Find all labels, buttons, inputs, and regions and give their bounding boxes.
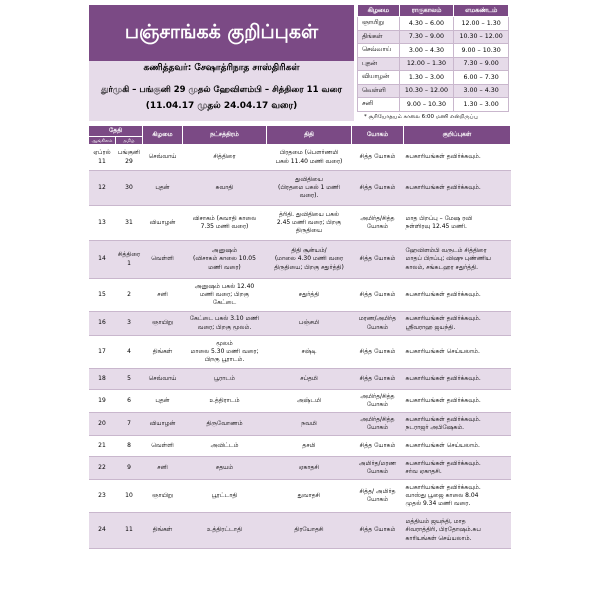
star-cell: அனுஷம் (விசாகம் காலை 10.05 மணி வரை) — [183, 241, 267, 279]
period-line: துர்முகி – பங்குனி 29 முதல் ஹேவிளம்பி – சித்திரை 11 வரை — [100, 85, 343, 95]
rahu-day: திங்கள் — [358, 30, 400, 44]
table-row — [89, 312, 511, 336]
yogam-cell: அமிர்த/மரண யோகம் — [352, 457, 404, 480]
date-tamil: 8 — [116, 436, 143, 457]
table-row — [89, 206, 511, 241]
date-tamil: 11 — [116, 513, 143, 549]
yogam-cell: சித்த யோகம் — [352, 369, 404, 390]
rahu-row — [358, 44, 509, 58]
star-cell: திருவோணம் — [183, 413, 267, 436]
star-cell: சதயம் — [183, 457, 267, 480]
yogam-cell: சித்த யோகம் — [352, 171, 404, 206]
day-cell: செவ்வாய் — [143, 145, 183, 171]
notes-cell: சுபகாரியங்கள் செய்யலாம். — [404, 336, 511, 369]
table-row — [89, 145, 511, 171]
rahu-row — [358, 84, 509, 98]
day-cell: ஞாயிறு — [143, 480, 183, 513]
star-cell: கேட்டை பகல் 3.10 மணி வரை; பிறகு மூலம். — [183, 312, 267, 336]
star-cell: சுவாதி — [183, 171, 267, 206]
thithi-cell: தசமி — [267, 436, 352, 457]
notes-cell: சுபகாரியங்கள் தவிர்க்கவும். சர்வ ஏகாதசி. — [404, 457, 511, 480]
thithi-cell: சதுர்த்தி — [267, 279, 352, 312]
ema-time: 6.00 – 7.30 — [454, 71, 509, 85]
notes-cell: சுபகாரியங்கள் தவிர்க்கவும். — [404, 279, 511, 312]
rahu-day: செவ்வாய் — [358, 44, 400, 58]
thithi-cell: அஷ்டமி — [267, 390, 352, 413]
day-cell: புதன் — [143, 390, 183, 413]
date-tamil: 10 — [116, 480, 143, 513]
yogam-cell: அமிர்த/சித்த யோகம் — [352, 206, 404, 241]
header-yogam: யோகம் — [352, 126, 404, 145]
notes-cell: சுபகாரியங்கள் தவிர்க்கவும். வாஸ்து பூஜை காலை 8.04 முதல் 9.34 மணி வரை. — [404, 480, 511, 513]
rahu-time: 12.00 – 1.30 — [399, 57, 454, 71]
yogam-cell: அமிர்த/சித்த யோகம் — [352, 390, 404, 413]
yogam-cell: அமிர்த/சித்த யோகம் — [352, 413, 404, 436]
rahu-time: 9.00 – 10.30 — [399, 98, 454, 112]
notes-cell: சுபகாரியங்கள் செய்யலாம். — [404, 436, 511, 457]
rahu-time: 3.00 – 4.30 — [399, 44, 454, 58]
date-english: 24 — [89, 513, 116, 549]
rahu-header-rahu: ராகுகாலம் — [399, 5, 454, 17]
rahu-day: வெள்ளி — [358, 84, 400, 98]
table-row — [89, 336, 511, 369]
page-title: பஞ்சாங்கக் குறிப்புகள் — [89, 5, 354, 61]
notes-cell: சுபகாரியங்கள் தவிர்க்கவும். ஸ்ரீவராஹ ஜயந்தி. — [404, 312, 511, 336]
yogam-cell: மரண/அமிர்த யோகம் — [352, 312, 404, 336]
star-cell: உத்திரட்டாதி — [183, 513, 267, 549]
thithi-cell: திதி சூன்யம்/ (மாலை 4.30 மணி வரை திருதியை; பிறகு சதுர்த்தி) — [267, 241, 352, 279]
sunrise-note: * சூரியோதயம் காலை 6:00 மணி என்றிருப்பு — [364, 114, 478, 120]
day-cell: சனி — [143, 457, 183, 480]
date-english: 16 — [89, 312, 116, 336]
rahu-day: ஞாயிறு — [358, 17, 400, 31]
star-cell: விசாகம் (சுவாதி காலை 7.35 மணி வரை) — [183, 206, 267, 241]
table-row — [89, 480, 511, 513]
date-english: 17 — [89, 336, 116, 369]
rahu-time: 10.30 – 12.00 — [399, 84, 454, 98]
notes-cell: சுபகாரியங்கள் தவிர்க்கவும். — [404, 171, 511, 206]
thithi-cell: துவாதசி — [267, 480, 352, 513]
date-tamil: 31 — [116, 206, 143, 241]
ema-time: 1.30 – 3.00 — [454, 98, 509, 112]
ema-time: 10.30 – 12.00 — [454, 30, 509, 44]
date-english: 12 — [89, 171, 116, 206]
thithi-cell: பிரதமை (பௌர்ணமி பகல் 11.40 மணி வரை) — [267, 145, 352, 171]
ema-time: 7.30 – 9.00 — [454, 57, 509, 71]
date-tamil: 9 — [116, 457, 143, 480]
table-row — [89, 369, 511, 390]
rahu-header-ema: எமகண்டம் — [454, 5, 509, 17]
date-english: 21 — [89, 436, 116, 457]
thithi-cell: சஷ்டி — [267, 336, 352, 369]
thithi-cell: நவமி — [267, 413, 352, 436]
star-cell: அவிட்டம் — [183, 436, 267, 457]
star-cell: உத்திராடம் — [183, 390, 267, 413]
yogam-cell: சித்த யோகம் — [352, 241, 404, 279]
ema-time: 3.00 – 4.30 — [454, 84, 509, 98]
date-tamil: 7 — [116, 413, 143, 436]
ema-time: 12.00 – 1.30 — [454, 17, 509, 31]
date-tamil: பங்குனி 29 — [116, 145, 143, 171]
panchangam-table-body — [89, 145, 511, 549]
day-cell: வெள்ளி — [143, 241, 183, 279]
author-line: கணித்தவர்: சேஷாத்ரிநாத சாஸ்திரிகள் — [143, 63, 300, 73]
rahu-header-day: கிழமை — [358, 5, 400, 17]
table-row — [89, 457, 511, 480]
notes-cell: ஹேவிளம்பி வருடம் சித்திரை மாதப் பிறப்பு; விஷு புண்ணிய காலம், சங்கடஹர சதுர்த்தி. — [404, 241, 511, 279]
thithi-cell: த்ரிதி. துவிதியை பகல் 2.45 மணி வரை; பிறகு திருதியை — [267, 206, 352, 241]
day-cell: ஞாயிறு — [143, 312, 183, 336]
ema-time: 9.00 – 10.30 — [454, 44, 509, 58]
rahu-table-body — [358, 17, 509, 112]
header-date-english: ஆங்கிலம் — [89, 137, 116, 145]
day-cell: செவ்வாய் — [143, 369, 183, 390]
thithi-cell: ஏகாதசி — [267, 457, 352, 480]
date-tamil: 3 — [116, 312, 143, 336]
date-english: 15 — [89, 279, 116, 312]
table-row — [89, 171, 511, 206]
date-tamil: 30 — [116, 171, 143, 206]
rahu-time: 1.30 – 3.00 — [399, 71, 454, 85]
table-row — [89, 241, 511, 279]
table-row — [89, 413, 511, 436]
header-date-tamil: தமிழ் — [116, 137, 143, 145]
rahu-row — [358, 30, 509, 44]
rahu-row — [358, 71, 509, 85]
yogam-cell: சித்த யோகம் — [352, 436, 404, 457]
star-cell: அனுஷம் பகல் 12.40 மணி வரை; பிறகு கேட்டை — [183, 279, 267, 312]
day-cell: சனி — [143, 279, 183, 312]
rahu-row — [358, 17, 509, 31]
date-english: 23 — [89, 480, 116, 513]
header-notes: குறிப்புகள் — [404, 126, 511, 145]
rahu-time: 4.30 – 6.00 — [399, 17, 454, 31]
notes-cell: சுபகாரியங்கள் தவிர்க்கவும். — [404, 369, 511, 390]
table-row — [89, 279, 511, 312]
date-english: 13 — [89, 206, 116, 241]
date-tamil: 6 — [116, 390, 143, 413]
day-cell: வெள்ளி — [143, 436, 183, 457]
notes-cell: மாத பிறப்பு – மேஷ ரவி நள்ளிரவு 12.45 மணி. — [404, 206, 511, 241]
date-english: ஏப்ரல் 11 — [89, 145, 116, 171]
yogam-cell: சித்த/ அமிர்த யோகம் — [352, 480, 404, 513]
thithi-cell: பஞ்சமி — [267, 312, 352, 336]
date-english: 14 — [89, 241, 116, 279]
date-tamil: 4 — [116, 336, 143, 369]
notes-cell: மத்தியம் ஜயந்தி, மாத சிவராத்திரி, பிரதோஷம்.சுப காரியங்கள் செய்யலாம். — [404, 513, 511, 549]
table-row — [89, 390, 511, 413]
rahu-table-header — [358, 5, 509, 17]
panchangam-table — [88, 125, 511, 549]
notes-cell: சுபகாரியங்கள் தவிர்க்கவும். — [404, 390, 511, 413]
date-english: 20 — [89, 413, 116, 436]
date-tamil: சித்திரை 1 — [116, 241, 143, 279]
yogam-cell: சித்த யோகம் — [352, 145, 404, 171]
yogam-cell: சித்த யோகம் — [352, 279, 404, 312]
period-dates: (11.04.17 முதல் 24.04.17 வரை) — [145, 101, 298, 111]
rahu-day: சனி — [358, 98, 400, 112]
table-row — [89, 436, 511, 457]
thithi-cell: சப்தமி — [267, 369, 352, 390]
rahu-kalam-table — [357, 4, 509, 112]
yogam-cell: சித்த யோகம் — [352, 336, 404, 369]
date-english: 18 — [89, 369, 116, 390]
yogam-cell: சித்த யோகம் — [352, 513, 404, 549]
date-english: 22 — [89, 457, 116, 480]
table-row — [89, 513, 511, 549]
day-cell: வியாழன் — [143, 206, 183, 241]
notes-cell: சுபகாரியங்கள் தவிர்க்கவும். நடராஜர் அபிஷேகம். — [404, 413, 511, 436]
star-cell: மூலம் மாலை 5.30 மணி வரை; பிறகு பூராடம். — [183, 336, 267, 369]
thithi-cell: துவிதியை (பிரதமை பகல் 1 மணி வரை). — [267, 171, 352, 206]
date-tamil: 2 — [116, 279, 143, 312]
header-thithi: திதி — [267, 126, 352, 145]
rahu-day: புதன் — [358, 57, 400, 71]
rahu-time: 7.30 – 9.00 — [399, 30, 454, 44]
day-cell: திங்கள் — [143, 336, 183, 369]
star-cell: பூரட்டாதி — [183, 480, 267, 513]
date-tamil: 5 — [116, 369, 143, 390]
thithi-cell: திரயோதசி — [267, 513, 352, 549]
rahu-day: வியாழன் — [358, 71, 400, 85]
notes-cell: சுபகாரியங்கள் தவிர்க்கவும். — [404, 145, 511, 171]
rahu-row — [358, 98, 509, 112]
day-cell: திங்கள் — [143, 513, 183, 549]
star-cell: சித்திரை — [183, 145, 267, 171]
header-day: கிழமை — [143, 126, 183, 145]
rahu-row — [358, 57, 509, 71]
header-date: தேதி — [89, 126, 143, 137]
header-star: நட்சத்திரம் — [183, 126, 267, 145]
day-cell: புதன் — [143, 171, 183, 206]
star-cell: பூராடம் — [183, 369, 267, 390]
day-cell: வியாழன் — [143, 413, 183, 436]
date-english: 19 — [89, 390, 116, 413]
header-banner — [89, 5, 354, 121]
